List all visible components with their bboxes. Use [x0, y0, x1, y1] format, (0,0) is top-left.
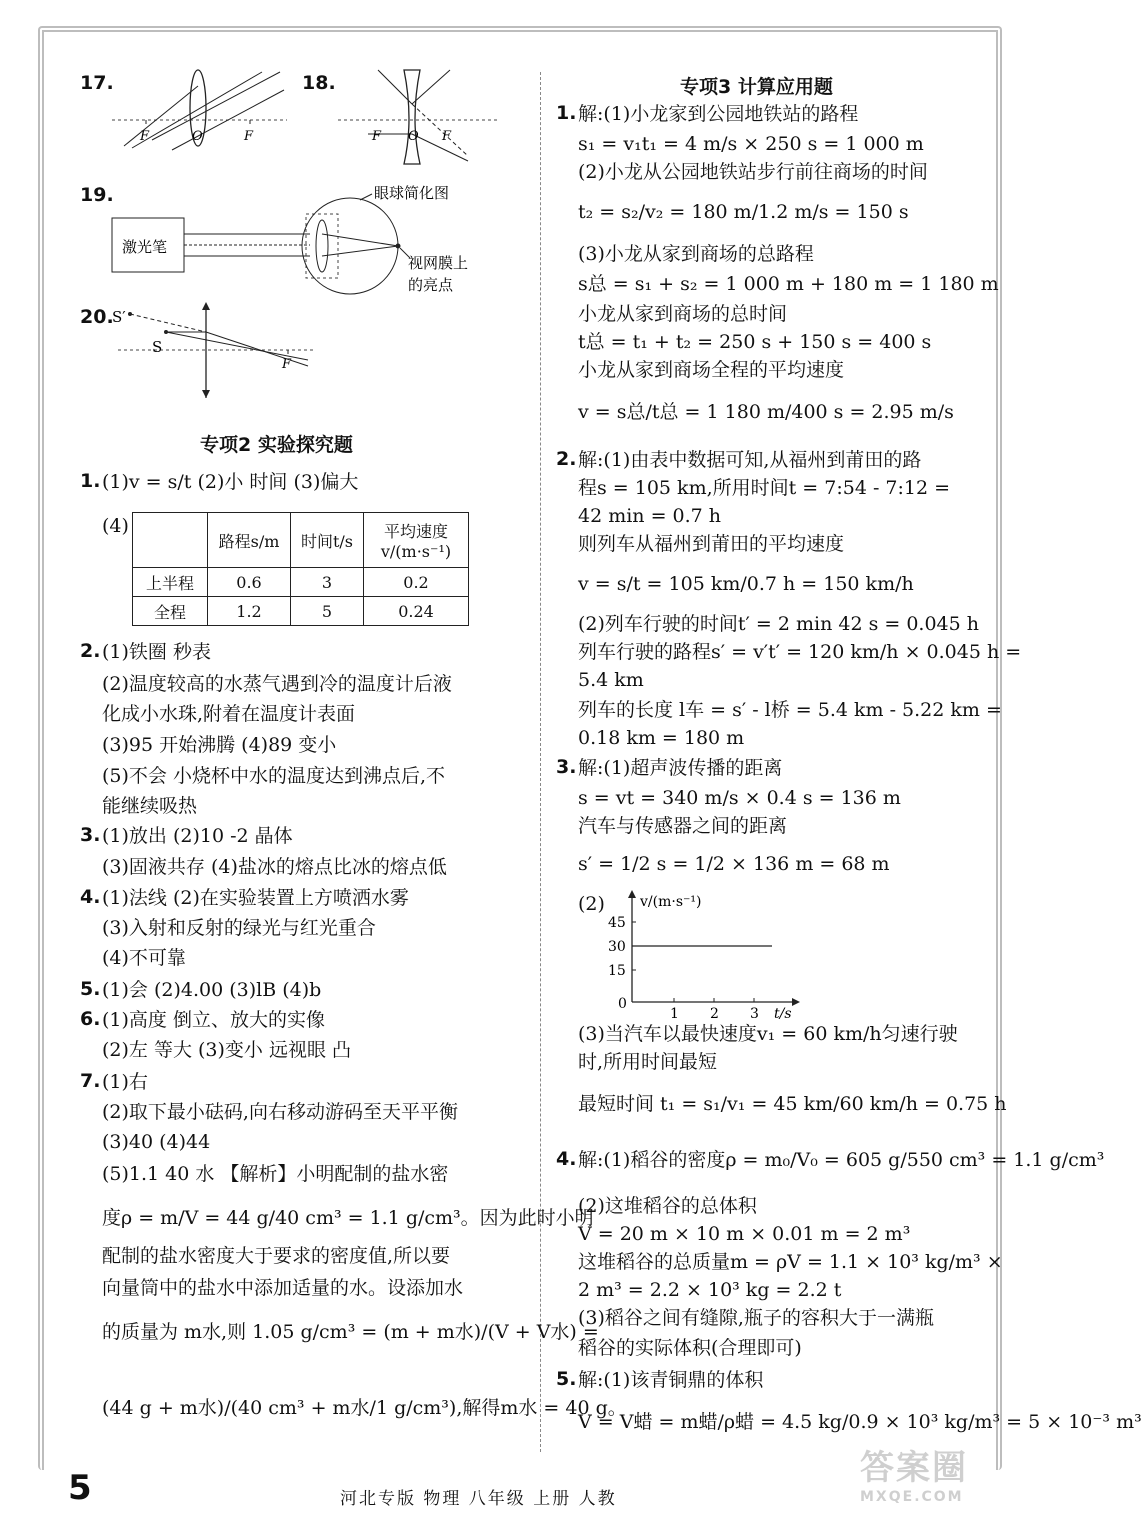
- s2-q1-line-2: (4): [102, 515, 129, 537]
- f19-laser-label: 激光笔: [122, 238, 168, 256]
- s2-q4-line: (1)法线 (2)在实验装置上方喷洒水雾: [102, 887, 409, 909]
- watermark-logo: [860, 1440, 1000, 1520]
- s2-q5-line: (1)会 (2)4.00 (3)lB (4)b: [102, 979, 322, 1001]
- s3-q2-line: 42 min = 0.7 h: [578, 505, 722, 527]
- f20-f: F: [282, 357, 292, 372]
- figure-18-concave-lens: [338, 66, 498, 166]
- s3-q3-line: (2): [578, 893, 605, 915]
- graph-ytick: 0: [618, 996, 627, 1012]
- f19-eye-label: 眼球简化图: [374, 184, 450, 202]
- s3-q1-number: 1.: [556, 102, 577, 124]
- s2-q4-line: (4)不可靠: [102, 947, 186, 969]
- s2-q4-number: 4.: [80, 886, 101, 908]
- velocity-time-graph: [600, 886, 810, 1026]
- s3-q5-line: 解:(1)该青铜鼎的体积: [578, 1369, 764, 1391]
- s2-q7-number: 7.: [80, 1070, 101, 1092]
- s3-q3-line: 时,所用时间最短: [578, 1051, 718, 1073]
- table-header-2: 时间t/s: [291, 513, 364, 568]
- table-header-1: 路程s/m: [208, 513, 291, 568]
- s2-q7-line: (2)取下最小砝码,向右移动游码至天平平衡: [102, 1101, 458, 1123]
- s2-q7-line: (1)右: [102, 1071, 148, 1093]
- table-cell: 1.2: [208, 597, 291, 626]
- figure-19-eye-laser: [110, 182, 500, 297]
- s3-q4-line: 解:(1)稻谷的密度ρ = m₀/V₀ = 605 g/550 cm³ = 1.1 g/cm³: [578, 1149, 1105, 1171]
- section-2-title: 专项2 实验探究题: [200, 434, 353, 456]
- q17-number: 17.: [80, 72, 114, 94]
- table-cell: 上半程: [133, 568, 208, 597]
- s2-q7-line: 的质量为 m水,则 1.05 g/cm³ = (m + m水)/(V + V水) =: [102, 1321, 599, 1343]
- s3-q1-line: 小龙从家到商场的总时间: [578, 303, 788, 325]
- s3-q3-line: (3)当汽车以最快速度v₁ = 60 km/h匀速行驶: [578, 1023, 958, 1045]
- s3-q4-line: 2 m³ = 2.2 × 10³ kg = 2.2 t: [578, 1279, 842, 1301]
- graph-xlabel: t/s: [774, 1006, 792, 1022]
- s2-q2-line: 化成小水珠,附着在温度计表面: [102, 703, 356, 725]
- s2-q4-line: (3)入射和反射的绿光与红光重合: [102, 917, 376, 939]
- s3-q3-line: 汽车与传感器之间的距离: [578, 815, 788, 837]
- graph-ytick: 45: [608, 915, 626, 931]
- s2-q3-line: (1)放出 (2)10 -2 晶体: [102, 825, 293, 847]
- f17-F1: F: [140, 129, 150, 144]
- f17-F2: F: [244, 129, 254, 144]
- column-divider: [540, 72, 541, 1452]
- s2-q2-number: 2.: [80, 640, 101, 662]
- s2-q2-line: (1)铁圈 秒表: [102, 641, 211, 663]
- s2-q7-line: 度ρ = m/V = 44 g/40 cm³ = 1.1 g/cm³。因为此时小明: [102, 1207, 594, 1229]
- s3-q2-line: 列车的长度 l车 = s′ - l桥 = 5.4 km - 5.22 km =: [578, 699, 1002, 721]
- s3-q2-line: 0.18 km = 180 m: [578, 727, 745, 749]
- s3-q5-number: 5.: [556, 1368, 577, 1390]
- s2-q3-line: (3)固液共存 (4)盐冰的熔点比冰的熔点低: [102, 856, 447, 878]
- s3-q4-line: 这堆稻谷的总质量m = ρV = 1.1 × 10³ kg/m³ ×: [578, 1251, 1003, 1273]
- graph-xtick: 3: [750, 1006, 759, 1022]
- s3-q4-line: V = 20 m × 10 m × 0.01 m = 2 m³: [578, 1223, 911, 1245]
- s2-q6-line: (2)左 等大 (3)变小 远视眼 凸: [102, 1039, 351, 1061]
- table-cell: 0.24: [364, 597, 469, 626]
- table-row: [133, 597, 469, 626]
- s3-q4-number: 4.: [556, 1148, 577, 1170]
- s3-q3-line: 最短时间 t₁ = s₁/v₁ = 45 km/60 km/h = 0.75 h: [578, 1093, 1007, 1115]
- s3-q2-line: 则列车从福州到莆田的平均速度: [578, 533, 845, 555]
- s3-q2-line: 解:(1)由表中数据可知,从福州到莆田的路: [578, 449, 922, 471]
- s3-q1-line: 解:(1)小龙家到公园地铁站的路程: [578, 103, 859, 125]
- s3-q1-line: s总 = s₁ + s₂ = 1 000 m + 180 m = 1 180 m: [578, 273, 999, 295]
- s3-q1-line: s₁ = v₁t₁ = 4 m/s × 250 s = 1 000 m: [578, 133, 924, 155]
- s3-q1-line: (2)小龙从公园地铁站步行前往商场的时间: [578, 161, 928, 183]
- page-number: 5: [68, 1468, 92, 1508]
- f18-F1: F: [372, 129, 382, 144]
- s3-q5-line: V = V蜡 = m蜡/ρ蜡 = 4.5 kg/0.9 × 10³ kg/m³ = 5 × 10⁻³ m³: [578, 1411, 1142, 1433]
- s2-q5-number: 5.: [80, 978, 101, 1000]
- s2-q7-line: (5)1.1 40 水 【解析】小明配制的盐水密: [102, 1163, 449, 1185]
- s3-q1-line: t₂ = s₂/v₂ = 180 m/1.2 m/s = 150 s: [578, 201, 909, 223]
- s3-q3-line: 解:(1)超声波传播的距离: [578, 757, 783, 779]
- table-header-0: [133, 513, 208, 568]
- f17-O: O: [192, 129, 203, 144]
- figure-20-lens-imaging: [108, 300, 318, 400]
- f18-F2: F: [442, 129, 452, 144]
- s2-q2-line: (2)温度较高的水蒸气遇到冷的温度计后液: [102, 673, 452, 695]
- f18-O: O: [408, 129, 419, 144]
- s2-q7-line: 配制的盐水密度大于要求的密度值,所以要: [102, 1245, 451, 1267]
- s3-q2-line: (2)列车行驶的时间t′ = 2 min 42 s = 0.045 h: [578, 613, 979, 635]
- s3-q3-line: s′ = 1/2 s = 1/2 × 136 m = 68 m: [578, 853, 890, 875]
- figure-17-convex-lens: [112, 68, 287, 153]
- s2-q2-line: 能继续吸热: [102, 795, 198, 817]
- s3-q1-line: (3)小龙从家到商场的总路程: [578, 243, 814, 265]
- f19-spot-label-2: 的亮点: [408, 276, 454, 294]
- s3-q3-number: 3.: [556, 756, 577, 778]
- s2-q1-line-1: (1)v = s/t (2)小 时间 (3)偏大: [102, 471, 359, 493]
- s3-q2-line: 列车行驶的路程s′ = v′t′ = 120 km/h × 0.045 h =: [578, 641, 1022, 663]
- s3-q1-line: v = s总/t总 = 1 180 m/400 s = 2.95 m/s: [578, 401, 954, 423]
- s3-q4-line: (2)这堆稻谷的总体积: [578, 1195, 757, 1217]
- table-cell: 0.2: [364, 568, 469, 597]
- watermark-url: MXQE.COM: [860, 1489, 964, 1505]
- s2-q3-number: 3.: [80, 824, 101, 846]
- table-cell: 5: [291, 597, 364, 626]
- table-row: [133, 568, 469, 597]
- s2-q7-line: 向量筒中的盐水中添加适量的水。设添加水: [102, 1277, 464, 1299]
- footer-text: 河北专版 物理 八年级 上册 人教: [340, 1489, 617, 1509]
- s3-q3-line: s = vt = 340 m/s × 0.4 s = 136 m: [578, 787, 901, 809]
- table-header-3: 平均速度 v/(m·s⁻¹): [364, 513, 469, 568]
- s3-q2-line: v = s/t = 105 km/0.7 h = 150 km/h: [578, 573, 914, 595]
- graph-xtick: 1: [670, 1006, 679, 1022]
- graph-ytick: 15: [608, 963, 626, 979]
- s2-q7-line: (44 g + m水)/(40 cm³ + m水/1 g/cm³),解得m水 = 40 g。: [102, 1397, 627, 1419]
- watermark-text: 答案圈: [860, 1448, 968, 1488]
- q18-number: 18.: [302, 72, 336, 94]
- s2-q1-number: 1.: [80, 470, 101, 492]
- section-3-title: 专项3 计算应用题: [680, 76, 833, 98]
- s2-q6-line: (1)高度 倒立、放大的实像: [102, 1009, 325, 1031]
- table-cell: 3: [291, 568, 364, 597]
- s2-q2-line: (3)95 开始沸腾 (4)89 变小: [102, 734, 337, 756]
- s3-q4-line: 稻谷的实际体积(合理即可): [578, 1337, 802, 1359]
- s3-q1-line: t总 = t₁ + t₂ = 250 s + 150 s = 400 s: [578, 331, 932, 353]
- s3-q1-line: 小龙从家到商场全程的平均速度: [578, 359, 845, 381]
- s2-q6-number: 6.: [80, 1008, 101, 1030]
- graph-xtick: 2: [710, 1006, 719, 1022]
- speed-data-table: [132, 512, 469, 626]
- s3-q4-line: (3)稻谷之间有缝隙,瓶子的容积大于一满瓶: [578, 1307, 934, 1329]
- q19-number: 19.: [80, 184, 114, 206]
- f20-s-prime: S′: [112, 308, 126, 326]
- s3-q2-line: 程s = 105 km,所用时间t = 7:54 - 7:12 =: [578, 477, 951, 499]
- graph-ylabel: v/(m·s⁻¹): [640, 894, 702, 910]
- q20-number: 20.: [80, 306, 114, 328]
- f19-spot-label-1: 视网膜上: [408, 254, 469, 272]
- s3-q2-number: 2.: [556, 448, 577, 470]
- s3-q2-line: 5.4 km: [578, 669, 644, 691]
- table-cell: 0.6: [208, 568, 291, 597]
- s2-q2-line: (5)不会 小烧杯中水的温度达到沸点后,不: [102, 765, 445, 787]
- s2-q7-line: (3)40 (4)44: [102, 1131, 211, 1153]
- graph-ytick: 30: [608, 939, 626, 955]
- table-cell: 全程: [133, 597, 208, 626]
- f20-s: S: [152, 338, 163, 356]
